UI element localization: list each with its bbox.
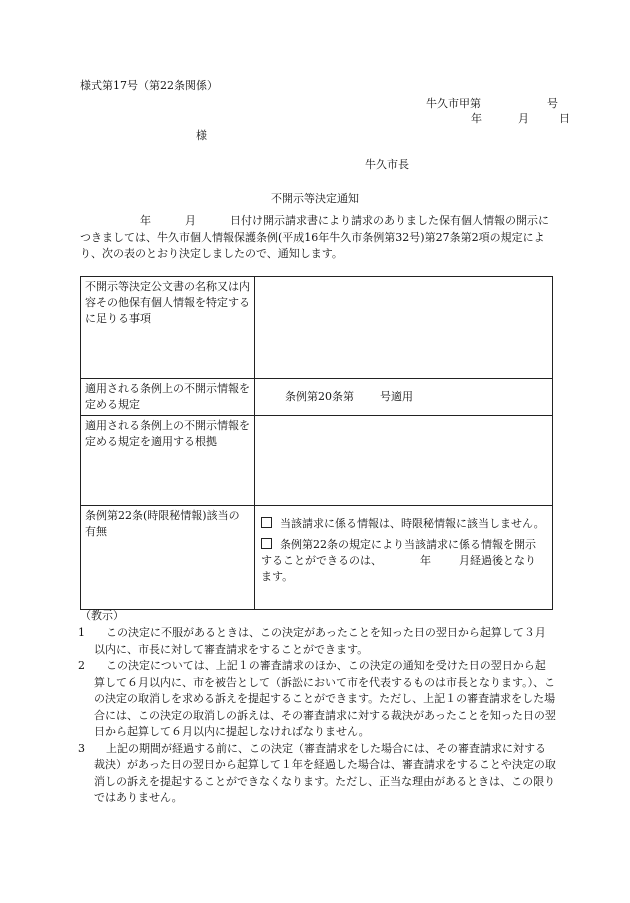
- table-row: [81, 277, 553, 379]
- list-item: [78, 658, 556, 741]
- option-applicable[interactable]: [261, 537, 546, 585]
- option-applicable-text-1: 条例第22条の規定により当該請求に係る情報を開示することができるのは、: [261, 537, 536, 567]
- body-paragraph: [80, 213, 558, 263]
- row-document-name-label: 不開示等決定公文書の名称又は内容その他保有個人情報を特定するに足りる事項: [81, 277, 255, 379]
- row-rule-value: [255, 379, 553, 416]
- body-date-year: 年: [140, 214, 151, 227]
- row-rule-label: 適用される条例上の不開示情報を定める規定: [81, 379, 255, 416]
- body-date-month: 月: [185, 214, 196, 227]
- rule-suffix: 号適用: [380, 389, 413, 403]
- note-number: 3: [78, 741, 85, 755]
- row-document-name-value[interactable]: [255, 277, 553, 379]
- option-not-applicable-text: 当該請求に係る情報は、時限秘情報に該当しません。: [280, 516, 545, 530]
- table-row: [81, 379, 553, 416]
- instructions-list: [78, 625, 556, 807]
- option-applicable-text-2: 月経過後となります。: [261, 553, 536, 583]
- table-row: [81, 415, 553, 505]
- instructions-heading: （教示）: [80, 609, 124, 622]
- list-item: [78, 625, 556, 658]
- document-title: 不開示等決定通知: [271, 192, 359, 205]
- checkbox-icon[interactable]: [261, 517, 272, 528]
- row-time-limited-value: [255, 505, 553, 609]
- row-basis-value[interactable]: [255, 415, 553, 505]
- note-number: 2: [78, 659, 85, 672]
- form-number: 様式第17号（第22条関係）: [80, 79, 218, 92]
- table-row: [81, 505, 553, 609]
- note-text: 上記の期間が経過する前に、この決定（審査請求をした場合には、その審査請求に対する裁決）があった日の翌日から起算して１年を経過した場合は、審査請求をすることや決定の取消しの訴えを提起することができなくなります。ただし、正当な理由があるときは、この限りではありません。: [94, 741, 556, 804]
- note-text: この決定に不服があるときは、この決定があったことを知った日の翌日から起算して３月以内に、市長に対して審査請求をすることができます。: [94, 626, 546, 656]
- option-applicable-year: 年: [420, 553, 431, 567]
- issue-date-day: 日: [559, 112, 570, 125]
- document-number-prefix: 牛久市甲第: [426, 97, 481, 110]
- rule-prefix: 条例第20条第: [285, 389, 354, 403]
- issue-date-month: 月: [518, 112, 529, 125]
- option-not-applicable[interactable]: [261, 516, 546, 532]
- body-text: 日付け開示請求書により請求のありました保有個人情報の開示につきましては、牛久市個人情報保護条例(平成16年牛久市条例第32号)第27条第2項の規定により、次の表のとおり決定しましたので、通知します。: [80, 214, 549, 261]
- document-number: [426, 96, 558, 112]
- checkbox-icon[interactable]: [261, 538, 272, 549]
- row-time-limited-label: 条例第22条(時限秘情報)該当の有無: [81, 505, 255, 609]
- note-text: この決定については、上記１の審査請求のほか、この決定の通知を受けた日の翌日から起算して６月以内に、市を被告として（訴訟において市を代表するものは市長となります。）、この決定の取消しを求める訴えを提起することができます。ただし、上記１の審査請求をした場合には、この決定の取消しの訴えは、その審査請求に対する裁決があったことを知った日の翌日から起算して６月以内に提起しなければなりません。: [94, 659, 556, 738]
- decision-table: [80, 276, 553, 610]
- issue-date: [471, 111, 570, 127]
- addressee-honorific: 様: [196, 129, 207, 142]
- issue-date-year: 年: [471, 112, 482, 125]
- row-basis-label: 適用される条例上の不開示情報を定める規定を適用する根拠: [81, 415, 255, 505]
- document-number-suffix: 号: [547, 97, 558, 110]
- issuer-name: 牛久市長: [365, 158, 409, 171]
- list-item: [78, 741, 556, 807]
- note-number: 1: [78, 626, 85, 639]
